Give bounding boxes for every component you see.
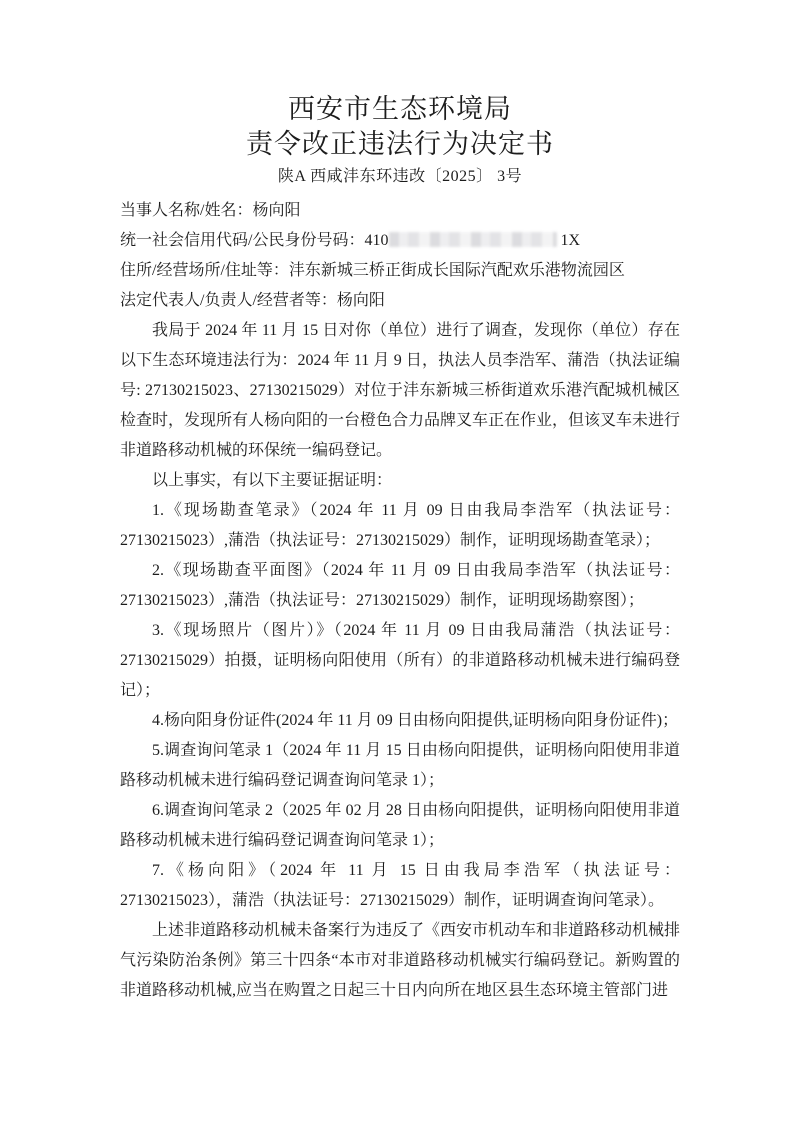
party-id-label: 统一社会信用代码/公民身份号码： <box>120 232 365 249</box>
body-paragraph: 6.调查询问笔录 2（2025 年 02 月 28 日由杨向阳提供，证明杨向阳使用非道路移动机械未进行编码登记调查询问笔录 1）； <box>120 802 680 849</box>
body-paragraph: 3.《现场照片（图片）》（2024 年 11 月 09 日由我局蒲浩（执法证号：27130215029）拍摄，证明杨向阳使用（所有）的非道路移动机械未进行编码登记）； <box>120 622 680 699</box>
party-info-section <box>120 196 680 316</box>
party-address-value: 沣东新城三桥正街成长国际汽配欢乐港物流园区 <box>288 262 625 279</box>
party-id-line <box>120 226 680 256</box>
party-id-suffix: 1X <box>560 232 581 249</box>
body-paragraph: 上述非道路移动机械未备案行为违反了《西安市机动车和非道路移动机械排气污染防治条例》第三十四条“本市对非道路移动机械实行编码登记。新购置的非道路移动机械,应当在购置之日起三十日内向所在地区县生态环境主管部门进 <box>120 922 681 999</box>
document-body <box>120 316 680 1006</box>
body-paragraph: 以上事实，有以下主要证据证明： <box>152 472 393 489</box>
party-address-label: 住所/经营场所/住址等： <box>120 262 289 279</box>
party-name-label: 当事人名称/姓名： <box>120 202 253 219</box>
document-title-org: 西安市生态环境局 <box>288 94 512 124</box>
body-paragraph: 2.《现场勘查平面图》（2024 年 11 月 09 日由我局李浩军（执法证号：27130215023）,蒲浩（执法证号：27130215029）制作，证明现场勘察图）； <box>120 562 680 609</box>
party-id-prefix: 410 <box>364 232 389 249</box>
body-paragraph: 我局于 2024 年 11 月 15 日对你（单位）进行了调查，发现你（单位）存在以下生态环境违法行为：2024 年 11 月 9 日，执法人员李浩军、蒲浩（执法证编号: 27130215023、27130215029）对位于沣东新城三桥街道欢乐港汽配城机械区检查时，发现所有人杨向阳的一台橙色合力品牌叉车正在作业，但该叉车未进行非道路移动机械的环保统一编码登记。 <box>120 322 681 459</box>
document-number: 陕A 西咸沣东环违改〔2025〕 3号 <box>277 168 523 185</box>
document-title-type: 责令改正违法行为决定书 <box>246 129 554 159</box>
party-name-value: 杨向阳 <box>252 202 301 219</box>
party-address-line <box>120 256 680 286</box>
body-paragraph: 1.《现场勘查笔录》（2024 年 11 月 09 日由我局李浩军（执法证号：27130215023）,蒲浩（执法证号：27130215029）制作，证明现场勘查笔录）； <box>120 502 680 549</box>
body-paragraph: 5.调查询问笔录 1（2024 年 11 月 15 日由杨向阳提供，证明杨向阳使用非道路移动机械未进行编码登记调查询问笔录 1）； <box>120 742 680 789</box>
party-name-line <box>120 196 680 226</box>
party-representative-value: 杨向阳 <box>336 292 385 309</box>
party-representative-label: 法定代表人/负责人/经营者等： <box>120 292 337 309</box>
body-paragraph: 7.《杨向阳》（2024 年 11 月 15 日由我局李浩军（执法证号：27130215023），蒲浩（执法证号：27130215029）制作，证明调查询问笔录）。 <box>120 862 680 909</box>
body-paragraph: 4.杨向阳身份证件(2024 年 11 月 09 日由杨向阳提供,证明杨向阳身份证件)； <box>152 712 679 729</box>
id-redaction-blur <box>389 232 557 247</box>
party-representative-line <box>120 286 680 316</box>
